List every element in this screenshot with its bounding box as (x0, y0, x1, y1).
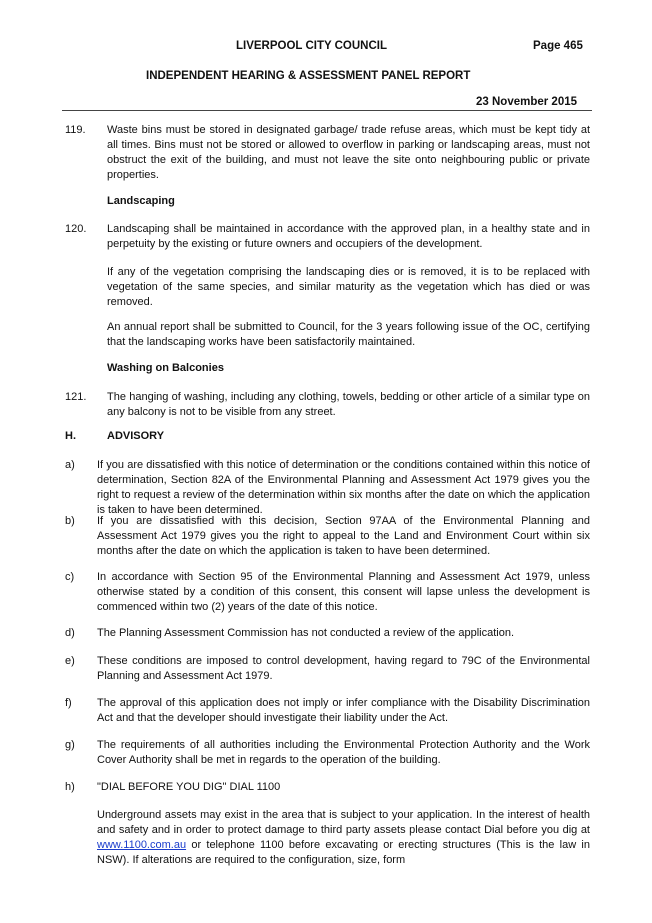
advisory-item-b: If you are dissatisfied with this decision, Section 97AA of the Environmental Planning and Assessment Act 1979 gives you the right to appeal to the Land and Environment Court within six months after the date on which the application is taken to have been determined. (97, 515, 590, 557)
advisory-label-e: e) (65, 655, 75, 667)
header-rule (62, 110, 592, 111)
condition-121-text: The hanging of washing, including any clothing, towels, bedding or other article of a similar type on any balcony is not to be visible from any street. (107, 391, 590, 418)
advisory-item-f: The approval of this application does not imply or infer compliance with the Disability Discrimination Act and that the developer should investigate their liability under the Act. (97, 697, 590, 724)
advisory-label-g: g) (65, 739, 75, 751)
dial-before-you-dig-text-continued: or telephone 1100 before excavating or erecting structures (This is the law in NSW). If alterations are required to the configuration, size, form (97, 839, 590, 866)
advisory-item-h-heading: "DIAL BEFORE YOU DIG" DIAL 1100 (97, 781, 281, 793)
landscaping-heading: Landscaping (107, 195, 175, 207)
condition-number: 119. (65, 124, 86, 136)
report-title: INDEPENDENT HEARING & ASSESSMENT PANEL REPORT (146, 70, 471, 82)
dial-before-you-dig-link[interactable]: www.1100.com.au (97, 839, 187, 851)
condition-120-text: Landscaping shall be maintained in accordance with the approved plan, in a healthy state and in perpetuity by the existing or future owners and occupiers of the development. (107, 223, 590, 250)
advisory-label-h: h) (65, 781, 75, 793)
page-number: Page 465 (533, 40, 583, 52)
advisory-heading: ADVISORY (107, 430, 165, 442)
condition-120-paragraph-2: If any of the vegetation comprising the landscaping dies or is removed, it is to be replaced with vegetation of the same species, and similar maturity as the vegetation which has died or was removed. (107, 266, 590, 308)
washing-heading: Washing on Balconies (107, 362, 224, 374)
advisory-item-e: These conditions are imposed to control development, having regard to 79C of the Environmental Planning and Assessment Act 1979. (97, 655, 590, 682)
advisory-label-c: c) (65, 571, 75, 583)
advisory-item-a: If you are dissatisfied with this notice of determination or the conditions contained within this notice of determination, Section 82A of the Environmental Planning and Assessment Act 1979 gives you the right to request a review of the determination within six months after the date on which the application is taken to have been determined. (97, 459, 590, 516)
condition-number: 121. (65, 391, 87, 403)
advisory-label-a: a) (65, 459, 75, 471)
advisory-label-f: f) (65, 697, 72, 709)
advisory-label-d: d) (65, 627, 75, 639)
advisory-label-b: b) (65, 515, 75, 527)
condition-119-text: Waste bins must be stored in designated garbage/ trade refuse areas, which must be kept tidy at all times. Bins must not be stored or allowed to overflow in parking or landscaping areas, must not obstruct the exit of the building, and must not leave the site onto neighbouring public or private properties. (107, 124, 590, 181)
advisory-item-c: In accordance with Section 95 of the Environmental Planning and Assessment Act 1979, unless otherwise stated by a condition of this consent, this consent will lapse unless the development is commenced within two (2) years of the date of this notice. (97, 571, 590, 613)
condition-number: 120. (65, 223, 87, 235)
dial-before-you-dig-text: Underground assets may exist in the area that is subject to your application. In the interest of health and safety and in order to protect damage to third party assets please contact Dial before you dig at (97, 809, 590, 836)
advisory-item-g: The requirements of all authorities including the Environmental Protection Authority and the Work Cover Authority shall be met in regards to the operation of the building. (97, 739, 590, 766)
council-name: LIVERPOOL CITY COUNCIL (236, 40, 388, 52)
advisory-item-h-paragraph (97, 808, 590, 868)
report-date: 23 November 2015 (476, 96, 578, 108)
condition-120-paragraph-3: An annual report shall be submitted to Council, for the 3 years following issue of the OC, certifying that the landscaping works have been satisfactorily maintained. (107, 321, 590, 348)
advisory-item-d: The Planning Assessment Commission has not conducted a review of the application. (97, 627, 515, 639)
section-letter: H. (65, 430, 76, 442)
